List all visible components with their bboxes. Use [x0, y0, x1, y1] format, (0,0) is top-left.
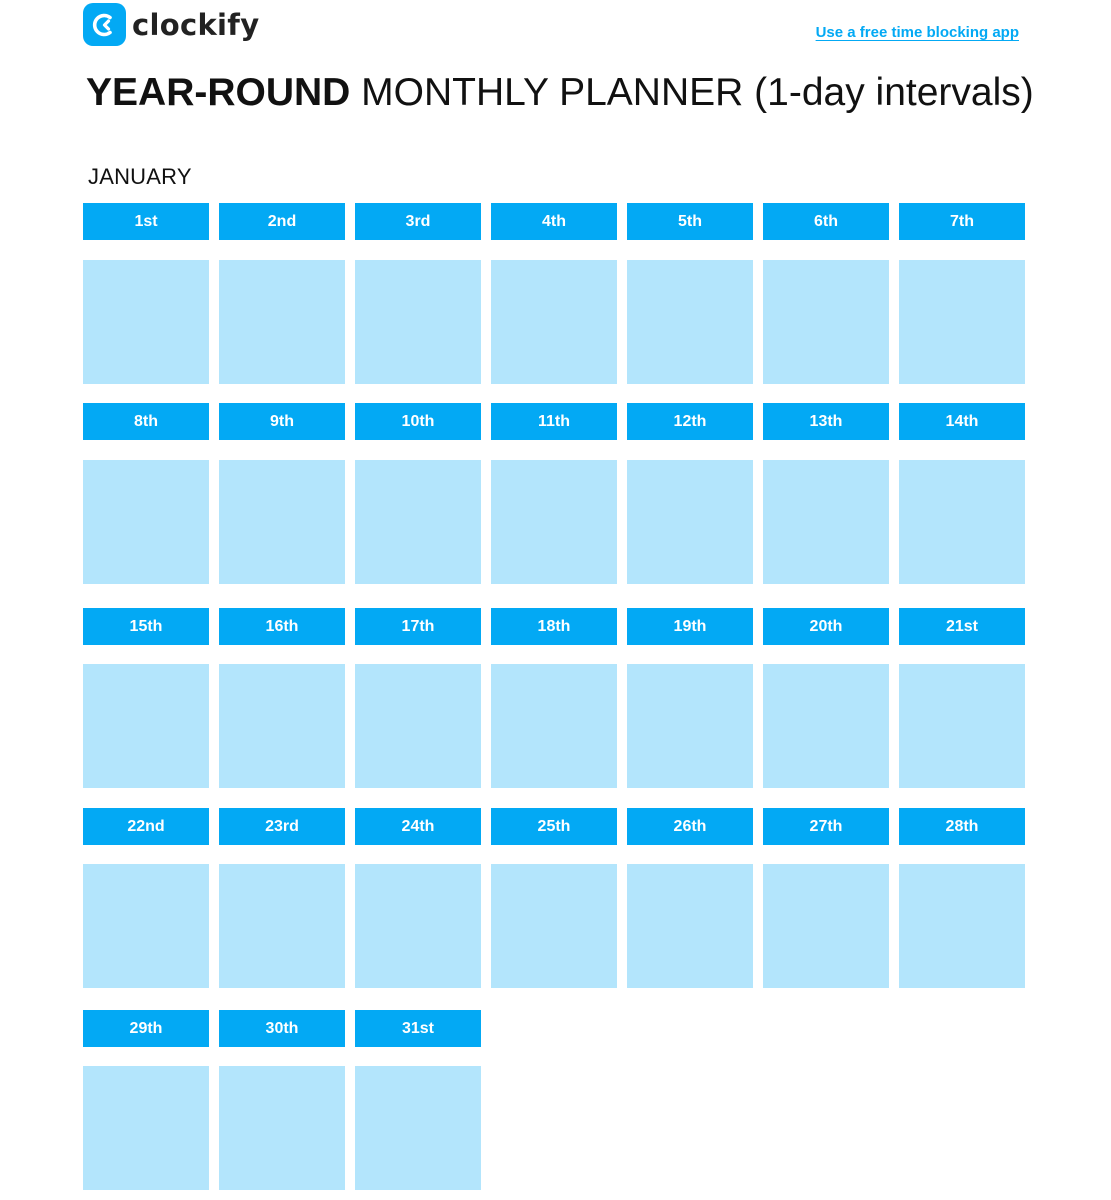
page-title [86, 70, 1034, 116]
title-rest: MONTHLY PLANNER (1-day intervals) [350, 71, 1034, 114]
day-header: 21st [899, 608, 1025, 645]
day-header: 13th [763, 403, 889, 440]
day-planning-cell[interactable] [491, 864, 617, 988]
day-header: 4th [491, 203, 617, 240]
day-header: 9th [219, 403, 345, 440]
day-planning-cell[interactable] [83, 260, 209, 384]
day-header: 16th [219, 608, 345, 645]
day-planning-cell[interactable] [763, 460, 889, 584]
day-header: 26th [627, 808, 753, 845]
clockify-logo[interactable] [83, 3, 259, 46]
day-planning-cell[interactable] [627, 260, 753, 384]
brand-name: clockify [132, 7, 260, 42]
day-header: 6th [763, 203, 889, 240]
day-header: 28th [899, 808, 1025, 845]
day-header: 31st [355, 1010, 481, 1047]
day-planning-cell[interactable] [83, 864, 209, 988]
day-planning-cell[interactable] [355, 460, 481, 584]
day-planning-cell[interactable] [491, 664, 617, 788]
day-header: 20th [763, 608, 889, 645]
day-planning-cell[interactable] [763, 864, 889, 988]
day-planning-cell[interactable] [627, 460, 753, 584]
day-header: 30th [219, 1010, 345, 1047]
day-header: 18th [491, 608, 617, 645]
day-header: 23rd [219, 808, 345, 845]
day-planning-cell[interactable] [899, 864, 1025, 988]
day-planning-cell[interactable] [491, 460, 617, 584]
day-planning-cell[interactable] [355, 260, 481, 384]
day-header: 10th [355, 403, 481, 440]
day-planning-cell[interactable] [219, 460, 345, 584]
day-planning-cell[interactable] [219, 864, 345, 988]
day-header: 19th [627, 608, 753, 645]
day-header: 7th [899, 203, 1025, 240]
clockify-c-icon [83, 3, 126, 46]
day-planning-cell[interactable] [491, 260, 617, 384]
day-header: 29th [83, 1010, 209, 1047]
day-planning-cell[interactable] [899, 664, 1025, 788]
day-header: 5th [627, 203, 753, 240]
day-header: 2nd [219, 203, 345, 240]
day-planning-cell[interactable] [219, 1066, 345, 1190]
day-header: 14th [899, 403, 1025, 440]
day-header: 8th [83, 403, 209, 440]
title-bold: YEAR-ROUND [86, 71, 351, 114]
day-header: 24th [355, 808, 481, 845]
day-header: 25th [491, 808, 617, 845]
free-time-blocking-app-link[interactable]: Use a free time blocking app [815, 24, 1019, 41]
day-planning-cell[interactable] [83, 460, 209, 584]
day-planning-cell[interactable] [627, 664, 753, 788]
day-header: 15th [83, 608, 209, 645]
day-planning-cell[interactable] [83, 664, 209, 788]
day-header: 27th [763, 808, 889, 845]
day-planning-cell[interactable] [627, 864, 753, 988]
month-label: JANUARY [88, 164, 192, 189]
day-header: 3rd [355, 203, 481, 240]
day-planning-cell[interactable] [83, 1066, 209, 1190]
day-header: 12th [627, 403, 753, 440]
day-header: 17th [355, 608, 481, 645]
day-planning-cell[interactable] [355, 864, 481, 988]
day-header: 11th [491, 403, 617, 440]
day-planning-cell[interactable] [355, 664, 481, 788]
day-planning-cell[interactable] [763, 260, 889, 384]
day-header: 1st [83, 203, 209, 240]
day-planning-cell[interactable] [899, 260, 1025, 384]
day-planning-cell[interactable] [899, 460, 1025, 584]
day-planning-cell[interactable] [763, 664, 889, 788]
day-planning-cell[interactable] [355, 1066, 481, 1190]
day-planning-cell[interactable] [219, 260, 345, 384]
day-header: 22nd [83, 808, 209, 845]
day-planning-cell[interactable] [219, 664, 345, 788]
